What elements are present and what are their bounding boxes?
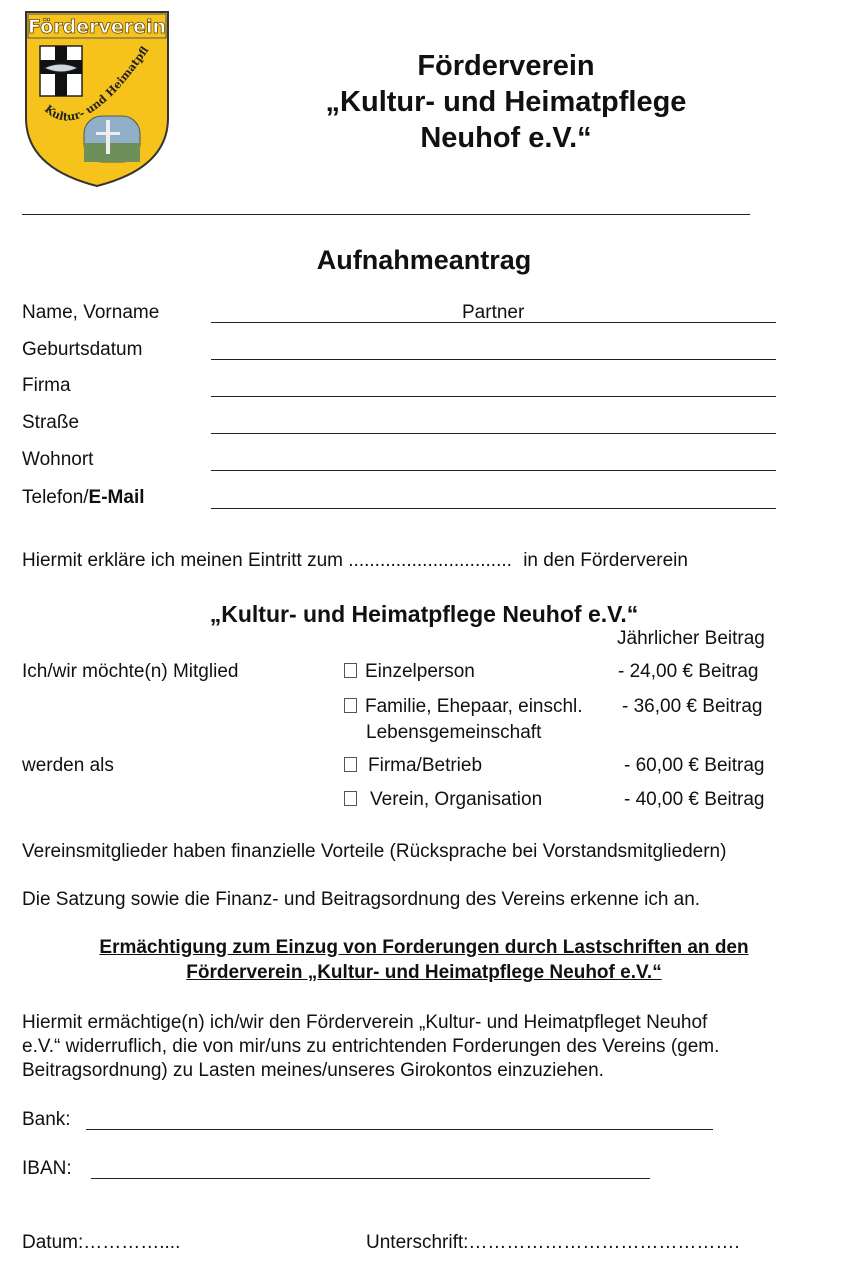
checkbox-association[interactable] bbox=[344, 791, 357, 806]
logo-banner-text: Förderverein bbox=[27, 16, 167, 38]
birthdate-input-line[interactable] bbox=[211, 359, 776, 360]
bank-label: Bank: bbox=[22, 1109, 71, 1130]
option-family-label2: Lebensgemeinschaft bbox=[366, 722, 542, 743]
header-divider bbox=[22, 214, 750, 215]
checkbox-individual[interactable] bbox=[344, 663, 357, 678]
option-association bbox=[344, 789, 542, 811]
mandate-heading-line1: Ermächtigung zum Einzug von Forderungen durch Lastschriften an den bbox=[99, 937, 749, 958]
city-input-line[interactable] bbox=[211, 470, 776, 471]
phone-email-input-line[interactable] bbox=[211, 508, 776, 509]
membership-label-top: Ich/wir möchte(n) Mitglied bbox=[22, 661, 239, 682]
street-input-line[interactable] bbox=[211, 433, 776, 434]
date-field[interactable]: Datum:………….... bbox=[22, 1232, 181, 1253]
option-company bbox=[344, 755, 482, 777]
option-individual bbox=[344, 661, 475, 683]
iban-input-line[interactable] bbox=[91, 1178, 650, 1179]
company-input-line[interactable] bbox=[211, 396, 776, 397]
fee-family: - 36,00 € Beitrag bbox=[622, 696, 763, 717]
checkbox-family[interactable] bbox=[344, 698, 357, 713]
mandate-text-line3: Beitragsordnung) zu Lasten meines/unseres Girokontos einzuziehen. bbox=[22, 1060, 604, 1081]
fee-individual: - 24,00 € Beitrag bbox=[618, 661, 759, 682]
association-name: „Kultur- und Heimatpflege Neuhof e.V.“ bbox=[209, 601, 639, 627]
header-title-line1: Förderverein bbox=[417, 50, 595, 82]
phone-label-part: Telefon/ bbox=[22, 487, 89, 508]
benefits-note: Vereinsmitglieder haben finanzielle Vorteile (Rücksprache bei Vorstandsmitgliedern) bbox=[22, 841, 727, 862]
entry-date-dots[interactable]: ............................... bbox=[348, 550, 512, 571]
form-title: Aufnahmeantrag bbox=[316, 245, 532, 275]
fee-association: - 40,00 € Beitrag bbox=[624, 789, 765, 810]
signature-field[interactable]: Unterschrift:……………………………………. bbox=[366, 1232, 740, 1253]
iban-label: IBAN: bbox=[22, 1158, 72, 1179]
checkbox-company[interactable] bbox=[344, 757, 357, 772]
phone-email-label bbox=[22, 487, 145, 509]
mandate-text-line1: Hiermit ermächtige(n) ich/wir den Förderverein „Kultur- und Heimatpfleget Neuhof bbox=[22, 1012, 708, 1033]
fee-company: - 60,00 € Beitrag bbox=[624, 755, 765, 776]
declaration-text bbox=[22, 550, 688, 572]
option-company-label: Firma/Betrieb bbox=[368, 755, 483, 776]
club-crest-logo bbox=[22, 8, 172, 190]
name-label: Name, Vorname bbox=[22, 302, 160, 323]
street-label: Straße bbox=[22, 412, 80, 433]
header-title-line2: „Kultur- und Heimatpflege bbox=[325, 86, 687, 118]
declaration-after: in den Förderverein bbox=[523, 550, 688, 571]
mandate-text-line2: e.V.“ widerruflich, die von mir/uns zu entrichtenden Forderungen des Vereins (gem. bbox=[22, 1036, 720, 1057]
company-label: Firma bbox=[22, 375, 71, 396]
city-label: Wohnort bbox=[22, 449, 94, 470]
bank-input-line[interactable] bbox=[86, 1129, 713, 1130]
logo-arc-text: Kultur- und Heimatpflege bbox=[41, 44, 152, 124]
declaration-before: Hiermit erkläre ich meinen Eintritt zum bbox=[22, 550, 343, 571]
statutes-note: Die Satzung sowie die Finanz- und Beitragsordnung des Vereins erkenne ich an. bbox=[22, 889, 701, 910]
birthdate-label: Geburtsdatum bbox=[22, 339, 143, 360]
header-title-line3: Neuhof e.V.“ bbox=[420, 122, 592, 154]
option-family-label: Familie, Ehepaar, einschl. bbox=[365, 696, 583, 717]
fee-header: Jährlicher Beitrag bbox=[617, 628, 765, 649]
membership-label-bottom: werden als bbox=[22, 755, 114, 776]
mandate-heading-line2: Förderverein „Kultur- und Heimatpflege Neuhof e.V.“ bbox=[186, 962, 662, 983]
option-association-label: Verein, Organisation bbox=[370, 789, 543, 810]
name-partner-text: Partner bbox=[462, 302, 525, 323]
option-family bbox=[344, 696, 583, 718]
header-title bbox=[266, 48, 746, 156]
email-label-part: E-Mail bbox=[88, 487, 145, 508]
option-individual-label: Einzelperson bbox=[365, 661, 475, 682]
